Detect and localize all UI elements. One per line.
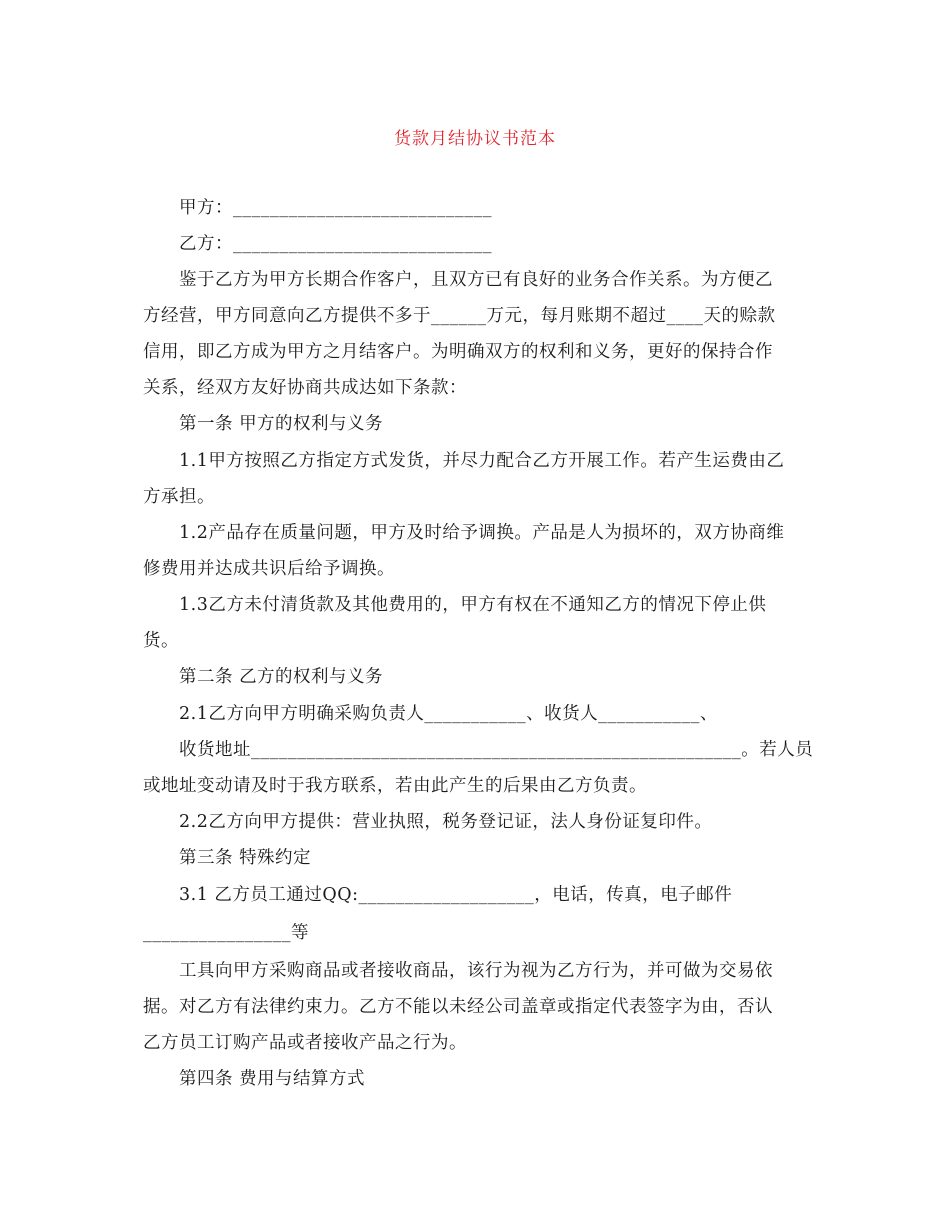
clause-1-2-line-1: 1.2产品存在质量问题，甲方及时给予调换。产品是人为损坏的，双方协商维 [179,523,785,543]
preamble-line-3: 信用，即乙方成为甲方之月结客户。为明确双方的权利和义务，更好的保持合作 [143,342,773,362]
clause-1-3-line-2: 货。 [143,631,179,651]
clause-2-2: 2.2乙方向甲方提供：营业执照，税务登记证，法人身份证复印件。 [179,812,713,832]
document-title: 货款月结协议书范本 [394,129,556,149]
clause-1-1-line-1: 1.1甲方按照乙方指定方式发货，并尽力配合乙方开展工作。若产生运费由乙 [179,451,785,471]
clause-1-2-line-2: 修费用并达成共识后给予调换。 [143,559,395,579]
clause-2-1-line-2: 收货地址_____________________________________________________。若人员 [179,740,814,760]
clause-3-1-line-1: 3.1 乙方员工通过QQ:___________________，电话，传真，电子邮件 [179,885,733,905]
preamble-line-4: 关系，经双方友好协商共成达如下条款： [143,378,467,398]
clause-3-1-line-2: ________________等 [143,923,309,943]
article-2-heading: 第二条 乙方的权利与义务 [179,667,384,687]
clause-1-1-line-2: 方承担。 [143,487,215,507]
clause-3-1-line-4: 据。对乙方有法律约束力。乙方不能以未经公司盖章或指定代表签字为由，否认 [143,997,773,1017]
clause-3-1-line-3: 工具向甲方采购商品或者接收商品，该行为视为乙方行为，并可做为交易依 [179,961,773,981]
preamble-line-1: 鉴于乙方为甲方长期合作客户，且双方已有良好的业务合作关系。为方便乙 [179,270,773,290]
party-b-line: 乙方：____________________________ [179,234,492,254]
clause-2-1-line-3: 或地址变动请及时于我方联系，若由此产生的后果由乙方负责。 [143,776,647,796]
preamble-line-2: 方经营，甲方同意向乙方提供不多于______万元，每月账期不超过____天的赊款 [143,306,776,326]
party-a-line: 甲方：____________________________ [179,198,492,218]
article-3-heading: 第三条 特殊约定 [179,848,312,868]
clause-1-3-line-1: 1.3乙方未付清货款及其他费用的，甲方有权在不通知乙方的情况下停止供 [179,595,767,615]
clause-3-1-line-5: 乙方员工订购产品或者接收产品之行为。 [143,1033,467,1053]
article-1-heading: 第一条 甲方的权利与义务 [179,414,384,434]
clause-2-1-line-1: 2.1乙方向甲方明确采购负责人___________、收货人___________、 [179,704,718,724]
article-4-heading: 第四条 费用与结算方式 [179,1069,366,1089]
